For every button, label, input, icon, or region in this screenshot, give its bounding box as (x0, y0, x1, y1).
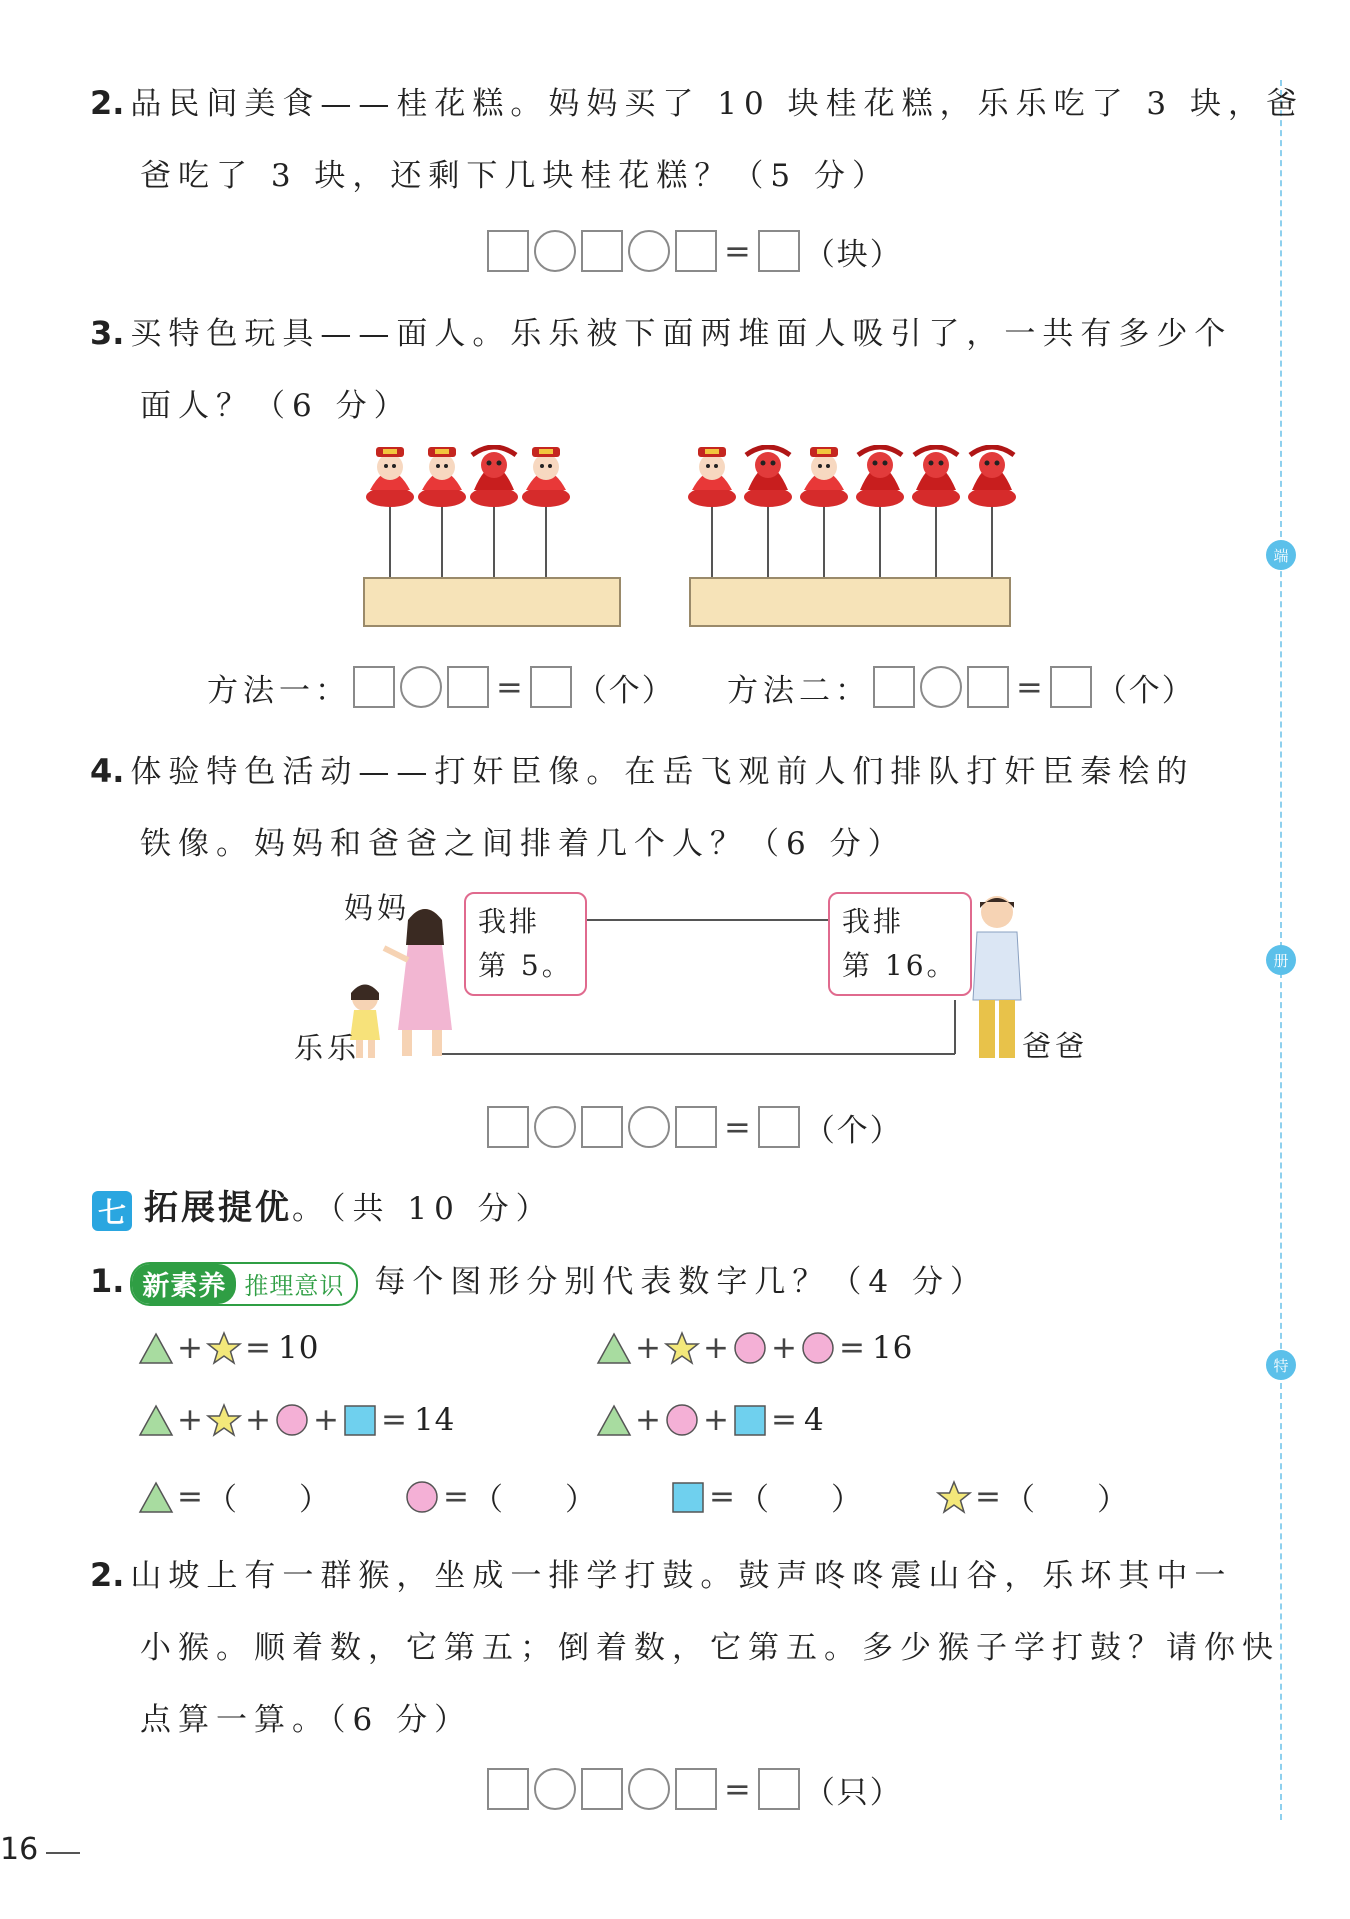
equals-sign: = (724, 232, 751, 270)
plus-sign: + (770, 1330, 797, 1366)
tag-main: 新素养 (132, 1264, 236, 1304)
mom-figure (384, 909, 452, 1056)
answer-blank[interactable]: （ ） (737, 1482, 862, 1518)
unit-label: （个） (575, 672, 675, 709)
operator-circle[interactable] (534, 1106, 576, 1148)
mom-label: 妈妈 (344, 891, 411, 925)
circle-icon (664, 1403, 700, 1437)
tag-sub: 推理意识 (244, 1272, 345, 1300)
equals-sign: = (443, 1478, 469, 1515)
q3-line2: 面人？（6 分） (140, 388, 412, 424)
lele-label: 乐乐 (294, 1031, 361, 1065)
square-icon (670, 1480, 706, 1514)
dad-label: 爸爸 (1022, 1029, 1089, 1063)
star-icon (936, 1480, 972, 1514)
equals-sign: = (770, 1402, 797, 1438)
method2-label: 方法二： (727, 672, 871, 709)
operator-circle[interactable] (534, 1768, 576, 1810)
equation-result: 16 (871, 1330, 914, 1366)
operator-circle[interactable] (628, 230, 670, 272)
q4-line1 (90, 746, 1194, 791)
q2-number: 2. (90, 84, 125, 122)
equals-sign: = (177, 1478, 203, 1515)
caishen-figurine (688, 447, 736, 578)
q4-number: 4. (90, 752, 125, 790)
q2-equation (485, 228, 903, 274)
shape-equation-2 (596, 1330, 913, 1366)
section7-title: 拓展提优 (144, 1188, 292, 1228)
equation-result: 4 (803, 1402, 825, 1438)
result-box[interactable] (758, 1106, 800, 1148)
operator-circle[interactable] (400, 666, 442, 708)
caishen-figurine (522, 447, 570, 578)
mom-bubble-line1: 我排 (478, 905, 541, 938)
caishen-figurine (366, 447, 414, 578)
method1-label: 方法一： (207, 672, 351, 709)
operator-circle[interactable] (920, 666, 962, 708)
answer-box[interactable] (675, 1768, 717, 1810)
answer-box[interactable] (487, 1768, 529, 1810)
dough-figurine-illustration (340, 445, 1040, 635)
q3-text1: 买特色玩具——面人。乐乐被下面两堆面人吸引了，一共有多少个 (130, 316, 1233, 352)
red-opera-figurine (856, 447, 904, 578)
answer-box[interactable] (353, 666, 395, 708)
result-box[interactable] (1050, 666, 1092, 708)
equals-sign: = (724, 1108, 751, 1146)
section7-badge: 七 (92, 1191, 132, 1231)
circle-icon (274, 1403, 310, 1437)
s7q2-text1: 山坡上有一群猴，坐成一排学打鼓。鼓声咚咚震山谷，乐坏其中一 (130, 1558, 1233, 1594)
side-tab-2: 册 (1266, 945, 1296, 975)
triangle-icon (138, 1331, 174, 1365)
equals-sign: = (838, 1330, 865, 1366)
answer-box[interactable] (675, 230, 717, 272)
result-box[interactable] (758, 230, 800, 272)
answer-box[interactable] (487, 1106, 529, 1148)
circle-icon (404, 1480, 440, 1514)
q2-line2: 爸吃了 3 块，还剩下几块桂花糕？（5 分） (140, 158, 891, 194)
figurine-stand-2 (690, 578, 1010, 626)
answer-box[interactable] (581, 1106, 623, 1148)
plus-sign: + (244, 1402, 271, 1438)
q2-line1 (90, 78, 1304, 123)
s7q2-line2: 小猴。顺着数，它第五；倒着数，它第五。多少猴子学打鼓？请你快 (140, 1630, 1280, 1666)
q4-equation (485, 1104, 903, 1150)
answer-box[interactable] (581, 230, 623, 272)
circle-answer (404, 1474, 596, 1519)
circle-icon (732, 1331, 768, 1365)
circle-icon (800, 1331, 836, 1365)
q4-text1: 体验特色活动——打奸臣像。在岳飞观前人们排队打奸臣秦桧的 (130, 754, 1195, 790)
figurine-stand-1 (364, 578, 620, 626)
side-tab-1: 端 (1266, 540, 1296, 570)
s7q2-line3: 点算一算。（6 分） (140, 1702, 473, 1738)
section7-header (92, 1180, 554, 1231)
plus-sign: + (177, 1330, 203, 1366)
equals-sign: = (724, 1770, 751, 1808)
s7q1-text: 每个图形分别代表数字几？（4 分） (374, 1264, 988, 1300)
equals-sign: = (244, 1330, 271, 1366)
equation-result: 14 (413, 1402, 456, 1438)
answer-box[interactable] (581, 1768, 623, 1810)
mom-speech-bubble (464, 892, 587, 996)
equation-result: 10 (277, 1330, 320, 1366)
page-number: 16 (0, 1832, 39, 1867)
answer-box[interactable] (873, 666, 915, 708)
plus-sign: + (312, 1402, 339, 1438)
square-icon (342, 1403, 378, 1437)
square-answer (670, 1474, 862, 1519)
s7q2-line1 (90, 1550, 1232, 1595)
s7q1-number: 1. (90, 1262, 125, 1300)
red-opera-figurine (744, 447, 792, 578)
equals-sign: = (709, 1478, 735, 1515)
answer-box[interactable] (487, 230, 529, 272)
red-opera-figurine (912, 447, 960, 578)
q3-method1 (205, 664, 675, 710)
dad-speech-bubble (828, 892, 972, 996)
triangle-icon (138, 1403, 174, 1437)
q4-line2: 铁像。妈妈和爸爸之间排着几个人？（6 分） (140, 826, 906, 862)
s7q1-line (90, 1256, 988, 1306)
answer-blank[interactable]: （ ） (205, 1482, 330, 1518)
q3-method2 (725, 664, 1195, 710)
shape-equation-3 (138, 1402, 455, 1438)
plus-sign: + (635, 1330, 661, 1366)
operator-circle[interactable] (534, 230, 576, 272)
shape-equation-1 (138, 1330, 319, 1366)
q3-line1 (90, 308, 1232, 353)
literacy-tag (130, 1262, 358, 1306)
answer-box[interactable] (447, 666, 489, 708)
equals-sign: = (1016, 668, 1043, 706)
equals-sign: = (380, 1402, 407, 1438)
dad-bubble-line2: 第 16。 (842, 949, 958, 982)
unit-label: （个） (803, 1112, 903, 1149)
triangle-icon (596, 1403, 632, 1437)
q3-number: 3. (90, 314, 125, 352)
plus-sign: + (702, 1402, 729, 1438)
s7q2-equation (485, 1766, 903, 1812)
plus-sign: + (177, 1402, 203, 1438)
plus-sign: + (635, 1402, 661, 1438)
section7-score: 。（共 10 分） (292, 1191, 554, 1227)
triangle-icon (596, 1331, 632, 1365)
caishen-figurine (418, 447, 466, 578)
equals-sign: = (496, 668, 523, 706)
dad-bubble-line1: 我排 (842, 905, 905, 938)
unit-label: （个） (1095, 672, 1195, 709)
triangle-answer (138, 1474, 330, 1519)
answer-blank[interactable]: （ ） (1003, 1482, 1128, 1518)
unit-label: （只） (803, 1774, 903, 1811)
operator-circle[interactable] (628, 1106, 670, 1148)
operator-circle[interactable] (628, 1768, 670, 1810)
plus-sign: + (702, 1330, 729, 1366)
shape-equation-4 (596, 1402, 825, 1438)
red-opera-figurine (968, 447, 1016, 578)
q2-text1: 品民间美食——桂花糕。妈妈买了 10 块桂花糕，乐乐吃了 3 块，爸 (130, 86, 1305, 122)
page-number-rule (46, 1852, 80, 1854)
result-box[interactable] (530, 666, 572, 708)
star-icon (206, 1331, 242, 1365)
square-icon (732, 1403, 768, 1437)
side-tab-3: 特 (1266, 1350, 1296, 1380)
unit-label: （块） (803, 236, 903, 273)
dad-figure (973, 896, 1021, 1058)
answer-box[interactable] (675, 1106, 717, 1148)
result-box[interactable] (758, 1768, 800, 1810)
answer-box[interactable] (967, 666, 1009, 708)
mom-bubble-line2: 第 5。 (478, 949, 573, 982)
triangle-icon (138, 1480, 174, 1514)
star-icon (206, 1403, 242, 1437)
caishen-figurine (800, 447, 848, 578)
star-answer (936, 1474, 1128, 1519)
s7q2-number: 2. (90, 1556, 125, 1594)
equals-sign: = (975, 1478, 1001, 1515)
star-icon (664, 1331, 700, 1365)
answer-blank[interactable]: （ ） (471, 1482, 596, 1518)
red-opera-figurine (470, 447, 518, 578)
